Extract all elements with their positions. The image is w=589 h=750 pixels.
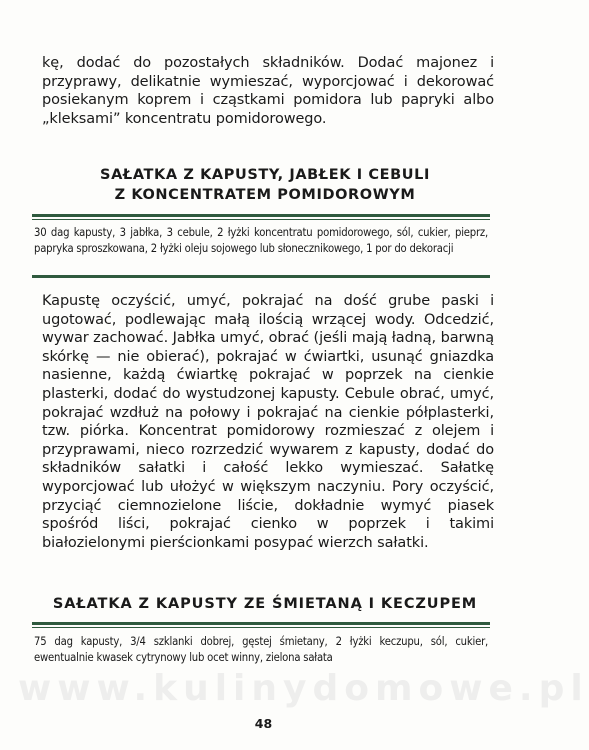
recipe1-title-line2: Z KONCENTRATEM POMIDOROWYM (114, 187, 416, 203)
recipe1-ingredients-bottom-rule (32, 275, 490, 278)
recipe1-ingredients: 30 dag kapusty, 3 jabłka, 3 cebule, 2 łyżki koncentratu pomidorowego, sól, cukier, pieprz, papryka sproszkowana, 2 łyżki oleju sojowego lub słonecznikowego, 1 por do dekoracji (34, 226, 488, 255)
recipe1-instructions: Kapustę oczyścić, umyć, pokrajać na dość grube paski i ugotować, podlewając małą ilością wrzącej wody. Odcedzić, wywar zachować. Jabłka umyć, obrać (jeśli mają ładną, barwną skórkę — nie obierać), pokrajać w ćwiartki, usunąć gniazdka nasienne, każdą ćwiartkę pokrajać w poprzek na cienkie plasterki, dodać do wystudzonej kapusty. Cebule obrać, umyć, pokrajać wzdłuż na połowy i pokrajać na cienkie półplasterki, tzw. piórka. Koncentrat pomidorowy rozmieszać z olejem i przyprawami, nieco rozrzedzić wywarem z kapusty, dodać do składników sałatki i całość lekko wymieszać. Sałatkę wyporcjować lub ułożyć w większym naczyniu. Pory oczyścić, przyciąć ciemnozielone liście, dokładnie wymyć piasek spośród liści, pokrajać cienko w poprzek i takimi białozielonymi pierścionkami posypać wierzch sałatki. (42, 293, 494, 551)
recipe2-title: SAŁATKA Z KAPUSTY ZE ŚMIETANĄ I KECZUPEM (52, 596, 478, 612)
recipe1-title (30, 165, 500, 205)
recipe1-title-line1: SAŁATKA Z KAPUSTY, JABŁEK I CEBULI (100, 167, 430, 183)
watermark: www.kulinydomowe.pl (18, 668, 589, 709)
recipe1-ingredients-top-rule-thin (32, 219, 490, 220)
recipe2-ingredients-top-rule (32, 622, 490, 625)
page-number: 48 (254, 716, 273, 731)
intro-paragraph: kę, dodać do pozostałych składników. Dodać majonez i przyprawy, delikatnie wymieszać, wyporcjować i dekorować posiekanym koprem i cząstkami pomidora lub papryki albo „kleksami” koncentratu pomidorowego. (42, 55, 494, 127)
recipe1-ingredients-top-rule (32, 214, 490, 217)
recipe2-ingredients: 75 dag kapusty, 3/4 szklanki dobrej, gęstej śmietany, 2 łyżki keczupu, sól, cukier, ewentualnie kwasek cytrynowy lub ocet winny, zielona sałata (34, 635, 488, 664)
recipe2-ingredients-top-rule-thin (32, 627, 490, 628)
